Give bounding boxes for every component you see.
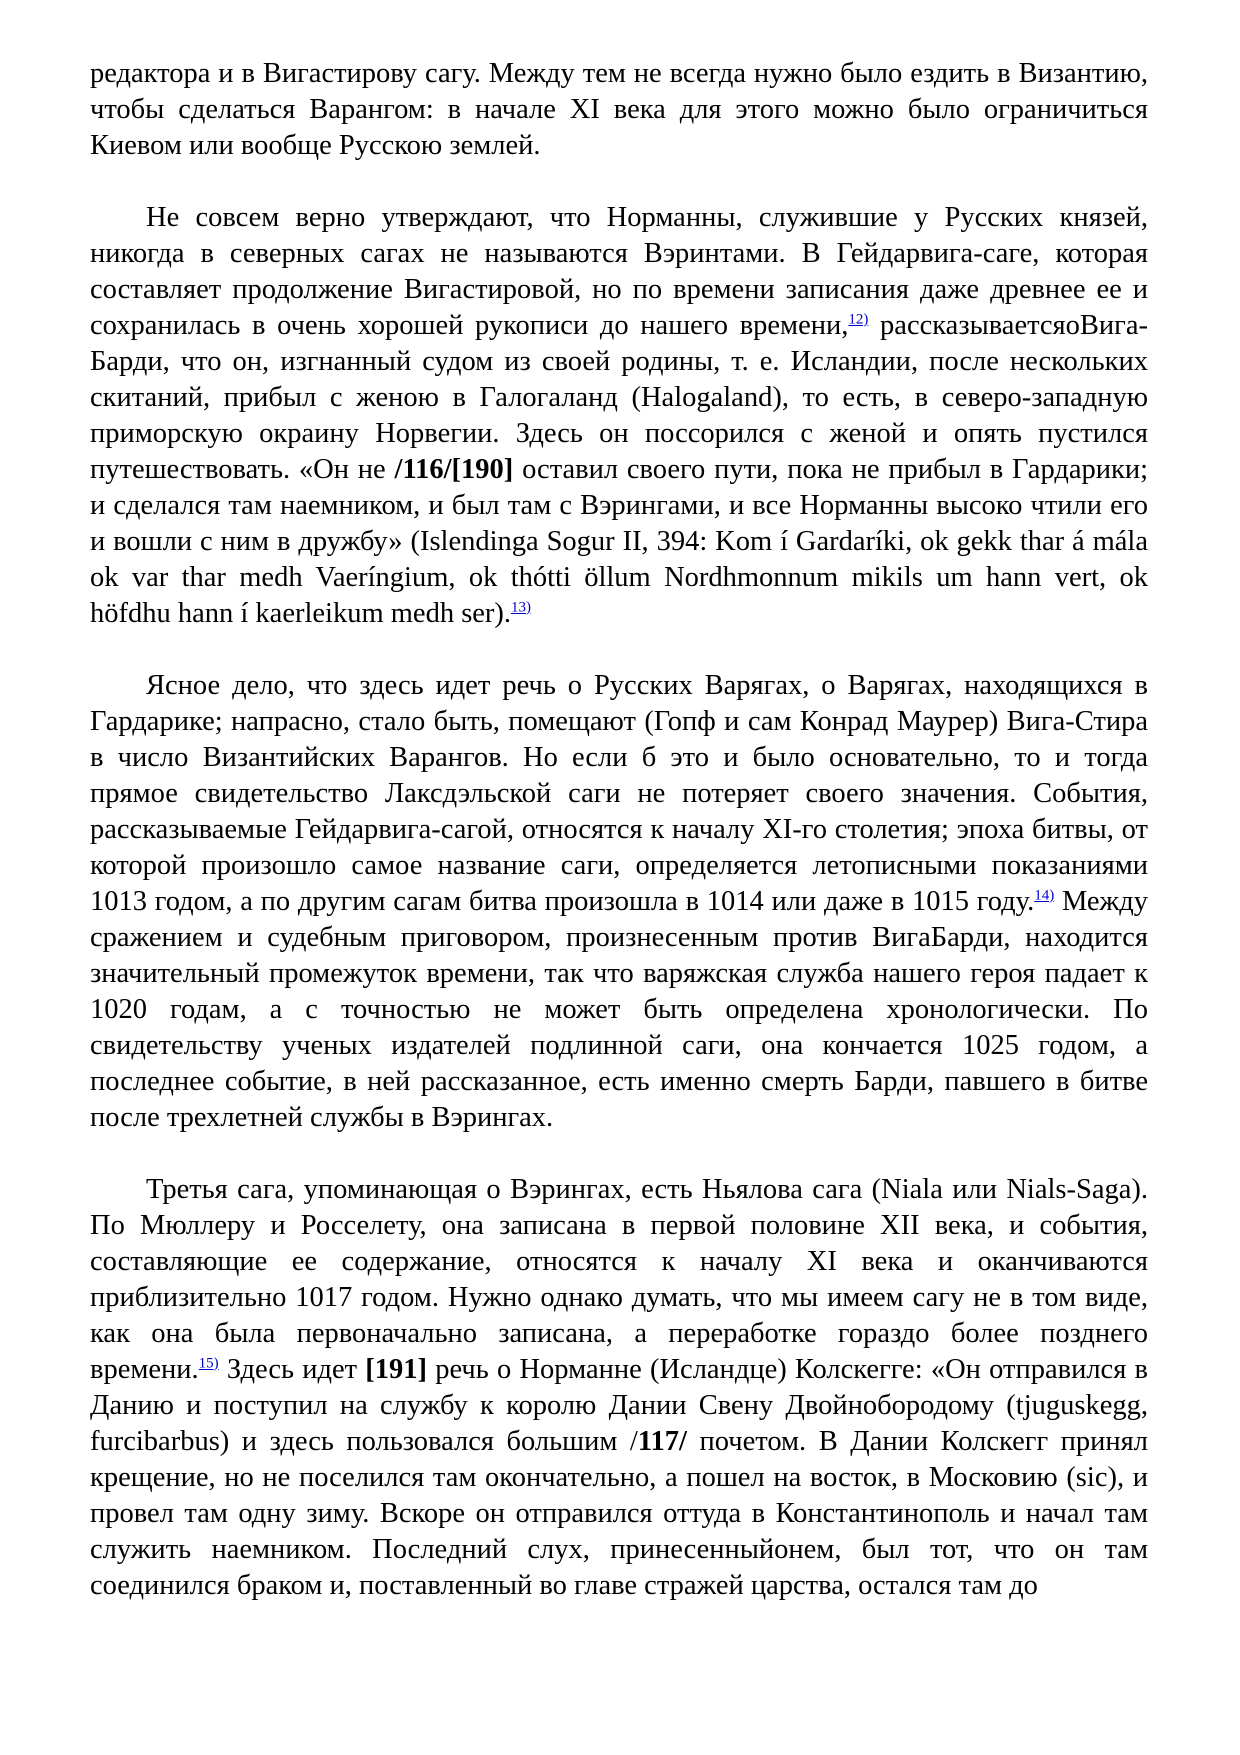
text-segment: рассказываетсяоВига-Барди, что он, изгнанный судом из своей родины, т. е. Исландии, после нескольких скитаний, прибыл с женою в Галогаланд (Halogaland), то есть, в северо-западную приморскую окраину Норвегии. Здесь он поссорился с женой и опять пустился путешествовать. «Он не	[90, 310, 1149, 485]
text-segment: оставил своего пути, пока не прибыл в Гардарики; и сделался там наемником, и был там с Вэрингами, и все Норманны высоко чтили его и вошли с ним в дружбу» (Islendinga Sogur II, 394: Kom í Gardaríki, ok gekk thar á mála ok var thar medh Vaeríngium, ok thótti öllum Nordhmonnum mikils um hann vert, ok höfdhu hann í kaerleikum medh ser).	[90, 454, 1148, 629]
paragraph-4	[90, 1172, 1148, 1604]
text-segment: почетом. В Дании Колскегг принял крещение, но не поселился там окончательно, а пошел на восток, в Московию (sic), и провел там одну зиму. Вскоре он отправился оттуда в Константинополь и начал там служить наемником. Последний слух, принесенныйонем, был тот, что он там соединился браком и, поставленный во главе стражей царства, остался там до	[90, 1426, 1149, 1601]
footnote-link-14[interactable]: 14)	[1034, 887, 1055, 904]
paragraph-1	[90, 56, 1148, 164]
text-segment: Между сражением и судебным приговором, произнесенным против ВигаБарди, находится значительный промежуток времени, так что варяжская служба нашего героя падает к 1020 годам, а с точностью не может быть определена хронологически. По свидетельству ученых издателей подлинной саги, она кончается 1025 годом, а последнее событие, в ней рассказанное, есть именно смерть Барди, павшего в битве после трехлетней службы в Вэрингах.	[90, 886, 1148, 1133]
text-segment: Не совсем верно утверждают, что Норманны, служившие у Русских князей, никогда в северных сагах не называются Вэринтами. В Гейдарвига-саге, которая составляет продолжение Вигастировой, но по времени записания даже древнее ее и сохранилась в очень хорошей рукописи до нашего времени,	[90, 202, 1148, 341]
text-segment: Третья сага, упоминающая о Вэрингах, есть Ньялова сага (Niala или Nials-Saga). По Мюллеру и Росселету, она записана в первой половине XII века, и события, составляющие ее содержание, относятся к началу XI века и оканчиваются приблизительно 1017 годом. Нужно однако думать, что мы имеем сагу не в том виде, как она была первоначально записана, а переработке гораздо более позднего времени.	[90, 1174, 1148, 1385]
paragraph-2	[90, 200, 1148, 632]
footnote-link-13[interactable]: 13)	[511, 599, 532, 616]
text-segment: Ясное дело, что здесь идет речь о Русских Варягах, о Варягах, находящихся в Гардарике; напрасно, стало быть, помещают (Гопф и сам Конрад Маурер) Вига-Стира в число Византийских Варангов. Но если б это и было основательно, то и тогда прямое свидетельство Лаксдэльской саги не потеряет своего значения. События, рассказываемые Гейдарвига-сагой, относятся к началу XI-го столетия; эпоха битвы, от которой произошло самое название саги, определяется летописными показаниями 1013 годом, а по другим сагам битва произошла в 1014 или даже в 1015 году.	[90, 670, 1148, 917]
text-segment: Здесь идет	[218, 1354, 366, 1385]
paragraph-3	[90, 668, 1148, 1136]
page-marker: [191]	[365, 1354, 428, 1385]
text-segment: редактора и в Вигастирову сагу. Между тем не всегда нужно было ездить в Византию, чтобы сделаться Варангом: в начале XI века для этого можно было ограничиться Киевом или вообще Русскою землей.	[90, 58, 1148, 161]
footnote-link-15[interactable]: 15)	[198, 1355, 219, 1372]
page-marker: 117/	[637, 1426, 687, 1457]
document-page	[90, 56, 1148, 1640]
page-marker: /116/[190]	[394, 454, 514, 485]
text-segment: речь о Норманне (Исландце) Колскегге: «Он отправился в Данию и поступил на службу к королю Дании Свену Двойнобородому (tjuguskegg, furcibarbus) и здесь пользовался большим /	[90, 1354, 1148, 1457]
footnote-link-12[interactable]: 12)	[848, 311, 869, 328]
